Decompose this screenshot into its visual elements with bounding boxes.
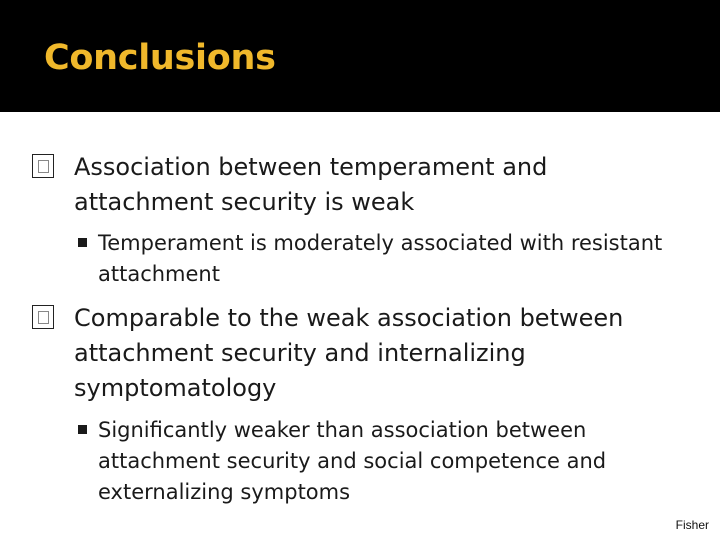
title-band <box>0 0 720 112</box>
bullet-2 <box>32 301 692 406</box>
missing-glyph-bullet-icon <box>32 305 54 329</box>
sub-bullet-2-text: Significantly weaker than association between attachment security and social competence and externalizing symptoms <box>98 418 607 504</box>
footer-author: Fisher <box>675 518 709 532</box>
bullet-1 <box>32 150 692 220</box>
sub-bullet-2 <box>78 415 678 508</box>
missing-glyph-bullet-icon <box>32 154 54 178</box>
bullet-2-text: Comparable to the weak association between attachment security and internalizing symptomatology <box>74 304 624 402</box>
slide-title: Conclusions <box>44 38 276 78</box>
sub-bullet-1-text: Temperament is moderately associated with resistant attachment <box>98 231 663 286</box>
sub-bullet-1 <box>78 228 678 290</box>
bullet-1-text: Association between temperament and attachment security is weak <box>74 153 548 216</box>
square-bullet-icon <box>78 425 87 434</box>
square-bullet-icon <box>78 238 87 247</box>
